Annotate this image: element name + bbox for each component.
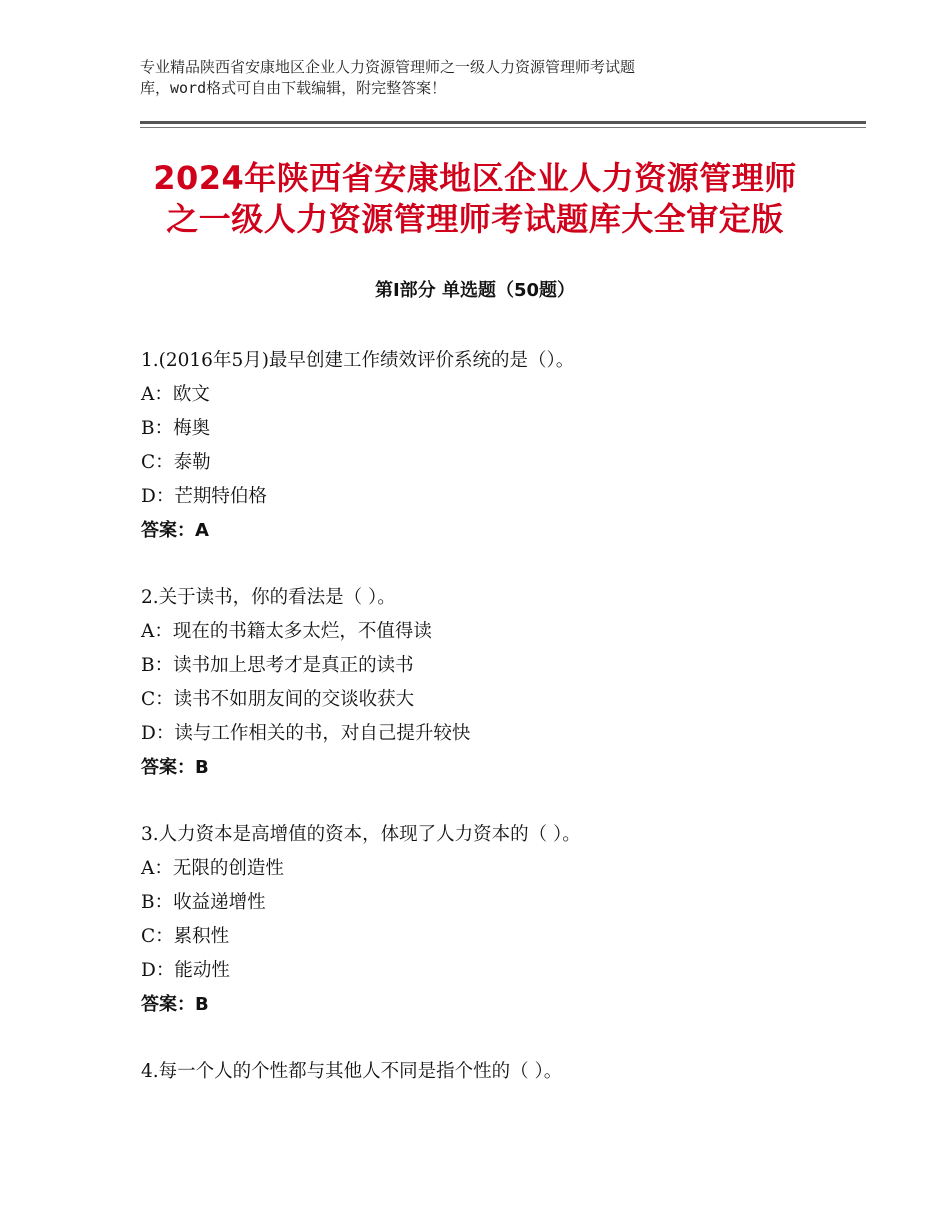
header-divider-thin: [140, 127, 866, 128]
option-c: C：泰勒: [141, 452, 211, 473]
option-a: A：无限的创造性: [141, 858, 284, 879]
question-stem: 1.(2016年5月)最早创建工作绩效评价系统的是（）。: [141, 350, 575, 371]
document-title-line-2: 之一级人力资源管理师考试题库大全审定版: [166, 200, 784, 238]
option-c: C：累积性: [141, 926, 230, 947]
question-stem: 2.关于读书，你的看法是（ ）。: [141, 587, 396, 608]
option-b: B：梅奥: [141, 418, 211, 439]
option-d: D：能动性: [141, 960, 230, 981]
question-list: [141, 344, 861, 1122]
question-2: [141, 581, 861, 785]
header-note-line-1: 专业精品陕西省安康地区企业人力资源管理师之一级人力资源管理师考试题: [140, 58, 636, 76]
document-title: [100, 158, 850, 240]
answer-key: 答案：B: [141, 757, 209, 778]
option-b: B：读书加上思考才是真正的读书: [141, 655, 414, 676]
question-4: [141, 1055, 861, 1089]
question-1: [141, 344, 861, 548]
option-d: D：读与工作相关的书，对自己提升较快: [141, 723, 471, 744]
option-d: D：芒期特伯格: [141, 486, 267, 507]
answer-key: 答案：A: [141, 520, 209, 541]
header-note: [140, 57, 780, 99]
option-a: A：现在的书籍太多太烂，不值得读: [141, 621, 432, 642]
option-c: C：读书不如朋友间的交谈收获大: [141, 689, 415, 710]
header-note-line-2: 库，word格式可自由下载编辑，附完整答案！: [140, 79, 447, 97]
question-3: [141, 818, 861, 1022]
question-stem: 3.人力资本是高增值的资本，体现了人力资本的（ ）。: [141, 824, 581, 845]
option-a: A：欧文: [141, 384, 210, 405]
option-b: B：收益递增性: [141, 892, 266, 913]
question-stem: 4.每一个人的个性都与其他人不同是指个性的（ ）。: [141, 1061, 563, 1082]
section-heading: 第Ⅰ部分 单选题（50题）: [374, 280, 575, 301]
document-title-line-1: 2024年陕西省安康地区企业人力资源管理师: [153, 159, 797, 197]
answer-key: 答案：B: [141, 994, 209, 1015]
header-divider-thick: [140, 121, 866, 124]
